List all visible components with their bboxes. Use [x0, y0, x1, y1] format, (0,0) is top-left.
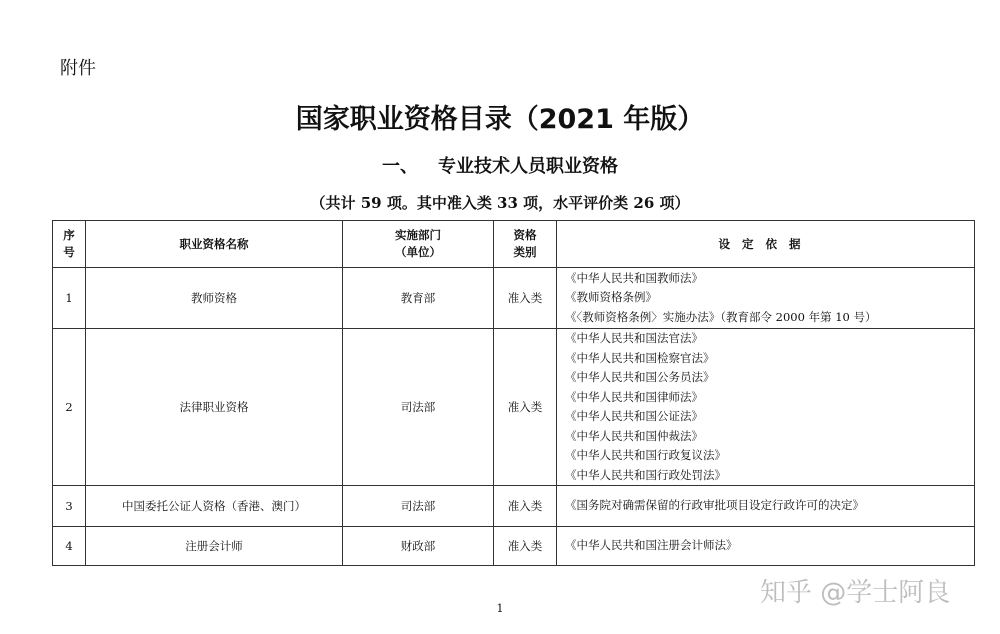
header-seq: 序 号 [53, 221, 86, 268]
basis-item: 《中华人民共和国律师法》 [565, 389, 703, 404]
basis-item: 《中华人民共和国教师法》 [565, 270, 703, 285]
summary-line: （共计 59 项。其中准入类 33 项，水平评价类 26 项） [310, 194, 690, 212]
basis-item: 《中华人民共和国仲裁法》 [565, 428, 703, 443]
table-row [53, 268, 975, 329]
header-name: 职业资格名称 [86, 221, 343, 268]
cell-name: 教师资格 [86, 268, 343, 329]
cell-dept: 教育部 [343, 268, 494, 329]
header-basis: 设定依据 [557, 221, 975, 268]
watermark: 知乎 @学士阿良 [760, 578, 951, 608]
page-title: 国家职业资格目录（2021 年版） [295, 104, 705, 135]
section-number: 一、 [382, 156, 418, 177]
section-title: 专业技术人员职业资格 [438, 156, 618, 177]
cell-seq: 2 [53, 329, 86, 486]
cell-type: 准入类 [494, 527, 557, 566]
cell-basis [557, 268, 975, 329]
cell-type: 准入类 [494, 486, 557, 527]
cell-type: 准入类 [494, 329, 557, 486]
cell-name: 法律职业资格 [86, 329, 343, 486]
attachment-label: 附件 [60, 58, 96, 79]
basis-item: 《中华人民共和国法官法》 [565, 331, 703, 345]
cell-name: 中国委托公证人资格（香港、澳门） [86, 486, 343, 527]
header-dept: 实施部门 （单位） [343, 221, 494, 268]
table-header-row [53, 221, 975, 268]
cell-seq: 4 [53, 527, 86, 566]
cell-basis [557, 329, 975, 486]
page-number: 1 [496, 602, 504, 615]
cell-dept: 司法部 [343, 486, 494, 527]
cell-seq: 1 [53, 268, 86, 329]
basis-item: 《〈教师资格条例〉实施办法》（教育部令 2000 年第 10 号） [565, 309, 877, 324]
cell-basis [557, 486, 975, 527]
cell-dept: 司法部 [343, 329, 494, 486]
cell-type: 准入类 [494, 268, 557, 329]
header-type: 资格 类别 [494, 221, 557, 268]
cell-seq: 3 [53, 486, 86, 527]
cell-basis [557, 527, 975, 566]
qualification-table [52, 220, 975, 566]
table-row [53, 329, 975, 486]
basis-item: 《国务院对确需保留的行政审批项目设定行政许可的决定》 [565, 498, 864, 513]
basis-item: 《中华人民共和国注册会计师法》 [565, 538, 738, 553]
basis-item: 《中华人民共和国公证法》 [565, 409, 703, 423]
cell-dept: 财政部 [343, 527, 494, 566]
basis-item: 《中华人民共和国公务员法》 [565, 370, 715, 384]
basis-item: 《中华人民共和国行政处罚法》 [565, 467, 726, 482]
basis-item: 《教师资格条例》 [565, 290, 657, 305]
section-heading [0, 152, 1000, 178]
cell-name: 注册会计师 [86, 527, 343, 566]
basis-item: 《中华人民共和国检察官法》 [565, 350, 715, 365]
table-row [53, 527, 975, 566]
basis-item: 《中华人民共和国行政复议法》 [565, 448, 726, 462]
table-row [53, 486, 975, 527]
